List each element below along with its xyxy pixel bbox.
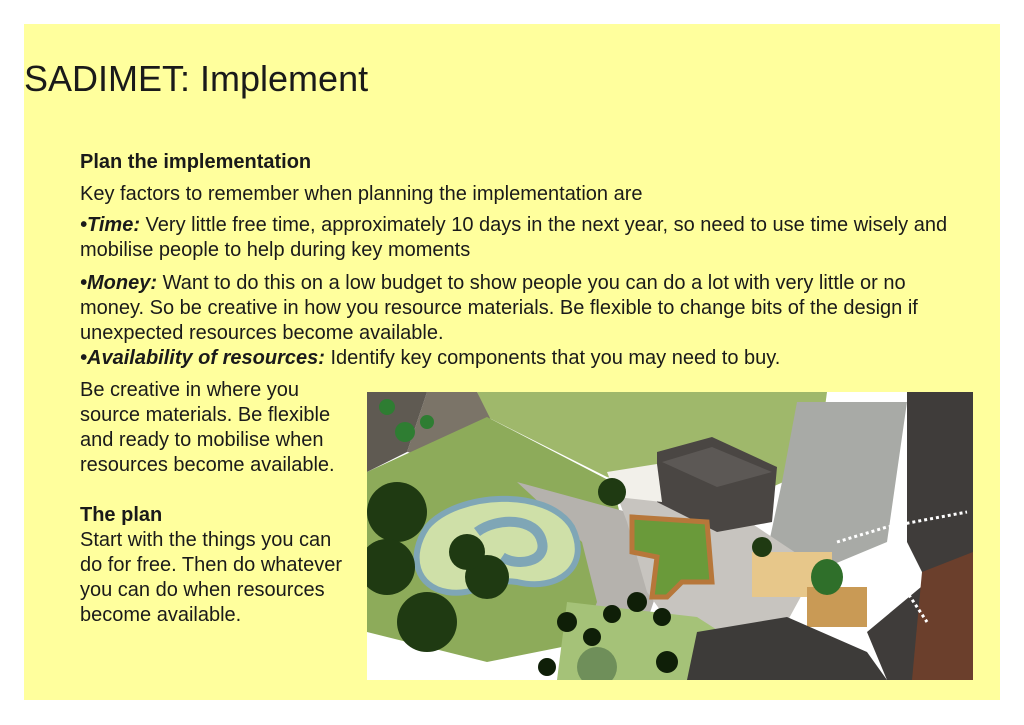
slide-title: SADIMET: Implement (24, 58, 369, 99)
garden-design-image (367, 392, 973, 680)
bullet-marker: • (80, 272, 88, 294)
bullet-resources (80, 346, 960, 371)
deck (807, 587, 867, 627)
bullet-text: Very little free time, approximately 10 days in the next year, so need to use time wisely and mobilise people to help during key moments (80, 214, 948, 261)
main-content (80, 150, 960, 371)
bullet-money (80, 271, 960, 346)
bullet-text: Want to do this on a low budget to show people you can do a lot with very little or no money. So be creative in how you resource materials. Be flexible to change bits of the design if unexpected resources become available. (80, 272, 918, 344)
plan-text: Start with the things you can do for free. Then do whatever you can do when resources become available. (80, 529, 343, 626)
side-text: Be creative in where you source materials. Be flexible and ready to mobilise when resources become available. (80, 379, 335, 476)
side-column (80, 378, 350, 628)
section-heading: Plan the implementation (80, 151, 312, 173)
plan-heading: The plan (80, 504, 163, 526)
bullet-label: Availability of resources: (87, 347, 325, 369)
intro-text: Key factors to remember when planning the implementation are (80, 183, 643, 205)
bullet-label: Money: (87, 272, 158, 294)
bullet-marker: • (80, 347, 88, 369)
bullet-marker: • (80, 214, 88, 236)
water-butt (811, 559, 843, 595)
bullet-time (80, 213, 960, 263)
bullet-text: Identify key components that you may need to buy. (324, 347, 781, 369)
bullet-label: Time: (87, 214, 140, 236)
